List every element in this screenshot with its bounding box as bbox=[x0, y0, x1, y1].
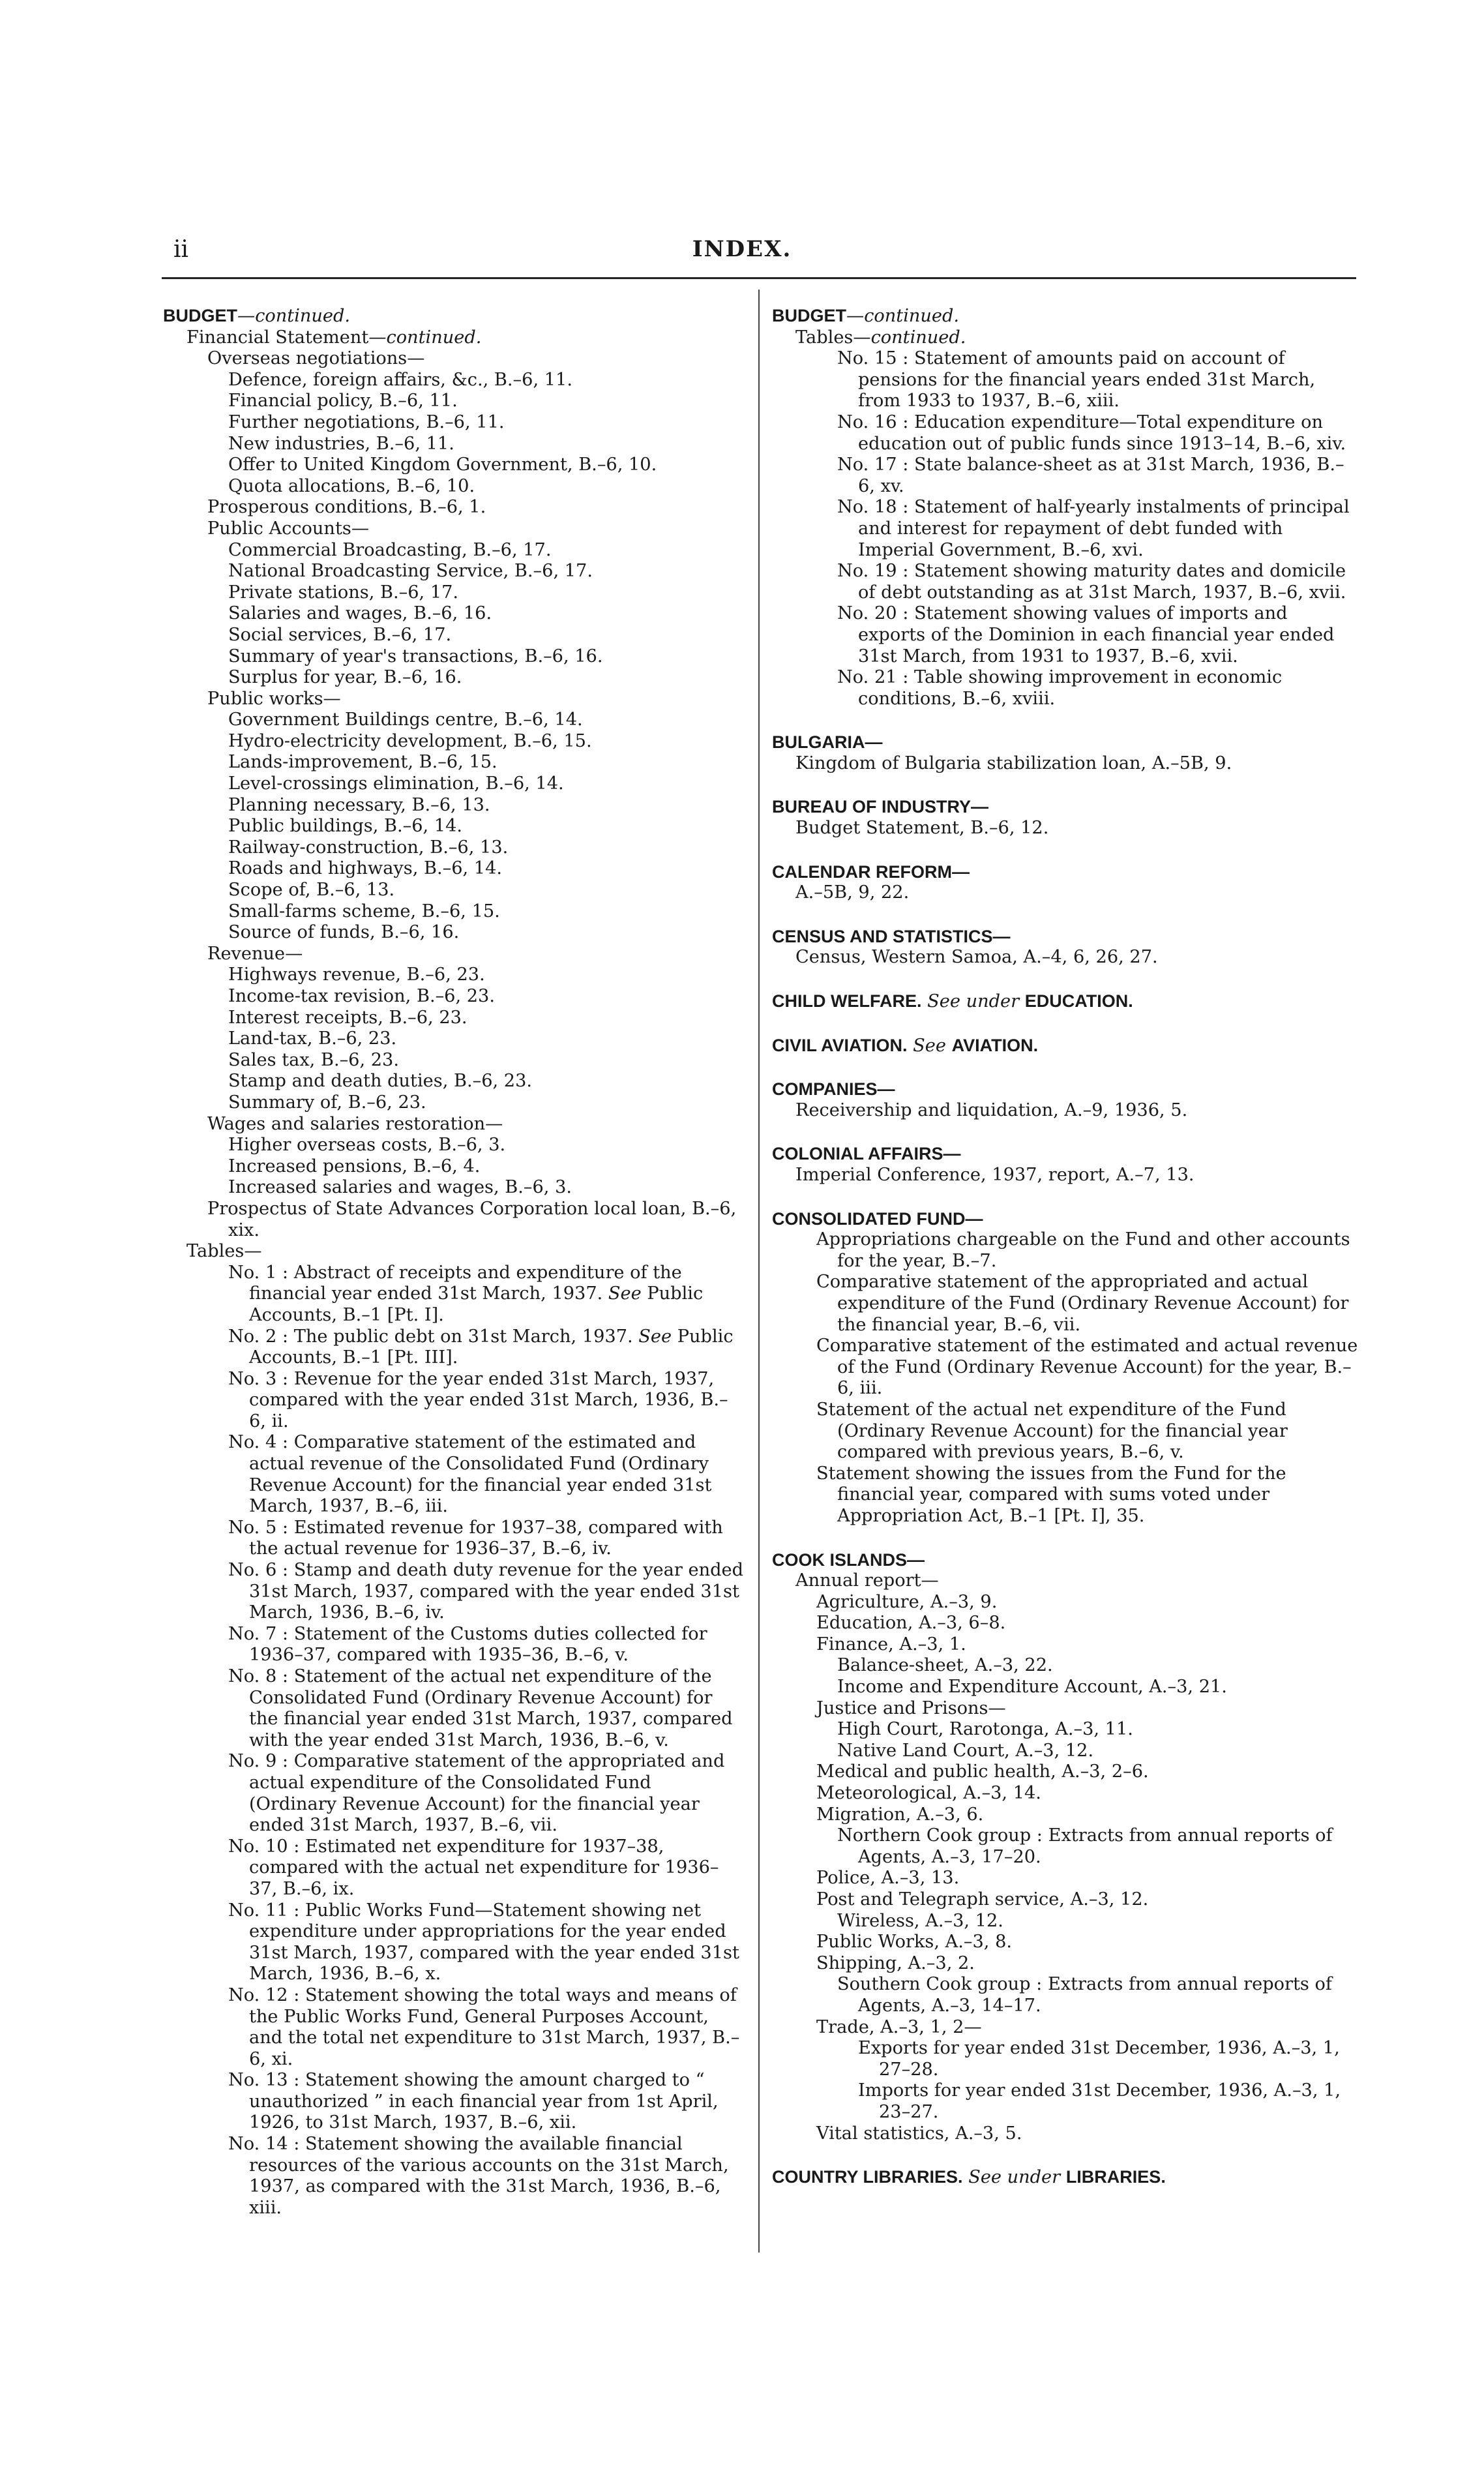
table-entry: No. 7 : Statement of the Customs duties collected for 1936–37, compared with 1935–36, B.–6, v. bbox=[228, 1623, 707, 1666]
index-entry: Government Buildings centre, B.–6, 14. bbox=[228, 710, 583, 730]
index-cross-reference: COUNTRY LIBRARIES. See under LIBRARIES. bbox=[772, 2167, 1166, 2188]
table-entry: No. 13 : Statement showing the amount charged to “ unauthorized ” in each financial year from 1st April, 1926, to 31st March, 1937, B.–6, xii. bbox=[228, 2070, 719, 2133]
index-entry: Wireless, A.–3, 12. bbox=[837, 1910, 1003, 1931]
table-entry: No. 11 : Public Works Fund—Statement showing net expenditure under appropriations for the year ended 31st March, 1937, compared with the year ended 31st March, 1936, B.–6, x. bbox=[228, 1900, 739, 1984]
table-entry: No. 5 : Estimated revenue for 1937–38, compared with the actual revenue for 1936–37, B.–6, iv. bbox=[228, 1517, 723, 1559]
index-entry: Overseas negotiations— bbox=[207, 348, 425, 369]
index-heading: COMPANIES— bbox=[772, 1079, 895, 1100]
index-heading: CENSUS AND STATISTICS— bbox=[772, 926, 1011, 946]
table-entry: No. 17 : State balance-sheet as at 31st March, 1936, B.–6, xv. bbox=[837, 455, 1344, 496]
index-entry: Public Accounts— bbox=[207, 518, 370, 539]
index-entry: Meteorological, A.–3, 14. bbox=[816, 1783, 1041, 1804]
index-entry: Medical and public health, A.–3, 2–6. bbox=[816, 1761, 1149, 1782]
index-heading: CONSOLIDATED FUND— bbox=[772, 1208, 983, 1229]
index-entry: Finance, A.–3, 1. bbox=[816, 1634, 966, 1655]
table-entry: No. 14 : Statement showing the available financial resources of the various accounts on the 31st March, 1937, as compared with the 31st March, 1936, B.–6, xiii. bbox=[228, 2134, 729, 2218]
index-entry: Balance-sheet, A.–3, 22. bbox=[837, 1655, 1053, 1676]
header-rule bbox=[162, 277, 1356, 279]
index-entry: Statement of the actual net expenditure of the Fund (Ordinary Revenue Account) for the financial year compared with previous years, B.–6, v. bbox=[816, 1399, 1288, 1463]
index-entry: Scope of, B.–6, 13. bbox=[228, 880, 395, 901]
index-entry: Kingdom of Bulgaria stabilization loan, A.–5B, 9. bbox=[795, 753, 1232, 773]
index-entry: Census, Western Samoa, A.–4, 6, 26, 27. bbox=[795, 947, 1158, 968]
table-entry: No. 4 : Comparative statement of the estimated and actual revenue of the Consolidated Fund (Ordinary Revenue Account) for the financial year ended 31st March, 1937, B.–6, iii. bbox=[228, 1432, 712, 1517]
column-divider bbox=[758, 290, 760, 2253]
right-column bbox=[772, 305, 1359, 2189]
index-entry: Lands-improvement, B.–6, 15. bbox=[228, 752, 497, 773]
table-entry: No. 8 : Statement of the actual net expenditure of the Consolidated Fund (Ordinary Revenue Account) for the financial year ended 31st March, 1937, compared with the year ended 31st March, 1936, B.–6, v. bbox=[228, 1666, 733, 1750]
index-entry: Land-tax, B.–6, 23. bbox=[228, 1028, 397, 1049]
index-entry: Railway-construction, B.–6, 13. bbox=[228, 837, 509, 858]
index-entry: Post and Telegraph service, A.–3, 12. bbox=[816, 1889, 1149, 1909]
table-entry: No. 1 : Abstract of receipts and expenditure of the financial year ended 31st March, 1937. See Public Accounts, B.–1 [Pt. I]. bbox=[228, 1262, 704, 1325]
index-entry: Roads and highways, B.–6, 14. bbox=[228, 858, 503, 879]
index-entry: Agriculture, A.–3, 9. bbox=[816, 1591, 998, 1612]
index-entry: Increased pensions, B.–6, 4. bbox=[228, 1156, 481, 1176]
index-entry: Source of funds, B.–6, 16. bbox=[228, 922, 460, 943]
index-entry: Planning necessary, B.–6, 13. bbox=[228, 794, 490, 815]
index-entry: Migration, A.–3, 6. bbox=[816, 1804, 984, 1825]
index-entry: Budget Statement, B.–6, 12. bbox=[795, 818, 1049, 839]
index-entry: Revenue— bbox=[207, 943, 303, 964]
index-entry: Native Land Court, A.–3, 12. bbox=[837, 1740, 1094, 1761]
index-entry: Statement showing the issues from the Fund for the financial year, compared with sums voted under Appropriation Act, B.–1 [Pt. I], 35. bbox=[816, 1463, 1286, 1526]
index-entry: Summary of, B.–6, 23. bbox=[228, 1092, 426, 1113]
table-entry: No. 2 : The public debt on 31st March, 1937. See Public Accounts, B.–1 [Pt. III]. bbox=[228, 1326, 734, 1368]
index-heading: COOK ISLANDS— bbox=[772, 1550, 925, 1570]
index-entry: Income and Expenditure Account, A.–3, 21. bbox=[837, 1677, 1227, 1698]
index-entry: Further negotiations, B.–6, 11. bbox=[228, 412, 505, 432]
index-entry: Level-crossings elimination, B.–6, 14. bbox=[228, 773, 564, 794]
index-entry: Quota allocations, B.–6, 10. bbox=[228, 475, 475, 496]
index-entry: Private stations, B.–6, 17. bbox=[228, 582, 459, 603]
index-entry: Prospectus of State Advances Corporation local loan, B.–6, xix. bbox=[207, 1198, 737, 1240]
index-entry: Financial policy, B.–6, 11. bbox=[228, 391, 458, 412]
index-heading: BUDGET—continued. bbox=[163, 306, 351, 326]
index-entry: High Court, Rarotonga, A.–3, 11. bbox=[837, 1719, 1133, 1740]
index-heading: COLONIAL AFFAIRS— bbox=[772, 1144, 961, 1164]
index-heading: BUDGET—continued. bbox=[772, 306, 960, 326]
index-entry: Higher overseas costs, B.–6, 3. bbox=[228, 1135, 506, 1156]
index-entry: Commercial Broadcasting, B.–6, 17. bbox=[228, 539, 552, 560]
index-entry: Receivership and liquidation, A.–9, 1936, 5. bbox=[795, 1100, 1188, 1120]
index-entry: A.–5B, 9, 22. bbox=[795, 882, 910, 903]
table-entry: No. 18 : Statement of half-yearly instalments of principal and interest for repayment of debt funded with Imperial Government, B.–6, xvi. bbox=[837, 497, 1350, 560]
index-entry: Shipping, A.–3, 2. bbox=[816, 1953, 975, 1973]
index-entry: Imports for year ended 31st December, 1936, A.–3, 1, 23–27. bbox=[858, 2080, 1341, 2122]
index-entry: Surplus for year, B.–6, 16. bbox=[228, 667, 462, 688]
table-entry: No. 19 : Statement showing maturity dates and domicile of debt outstanding as at 31st March, 1937, B.–6, xvii. bbox=[837, 561, 1346, 603]
index-entry: Social services, B.–6, 17. bbox=[228, 624, 452, 645]
index-entry: Comparative statement of the estimated and actual revenue of the Fund (Ordinary Revenue Account) for the year, B.–6, iii. bbox=[816, 1336, 1358, 1399]
index-entry: Public buildings, B.–6, 14. bbox=[228, 816, 463, 837]
table-entry: No. 16 : Education expenditure—Total expenditure on education out of public funds since 1913–14, B.–6, xiv. bbox=[837, 412, 1346, 454]
index-entry: Interest receipts, B.–6, 23. bbox=[228, 1007, 467, 1028]
index-entry: New industries, B.–6, 11. bbox=[228, 433, 454, 454]
page-number: ii bbox=[173, 236, 189, 263]
index-cross-reference: CHILD WELFARE. See under EDUCATION. bbox=[772, 991, 1133, 1012]
index-entry: Public Works, A.–3, 8. bbox=[816, 1932, 1013, 1953]
table-entry: No. 10 : Estimated net expenditure for 1937–38, compared with the actual net expenditure for 1936–37, B.–6, ix. bbox=[228, 1836, 719, 1899]
table-entry: No. 9 : Comparative statement of the appropriated and actual expenditure of the Consolidated Fund (Ordinary Revenue Account) for the financial year ended 31st March, 1937, B.–6, vii. bbox=[228, 1751, 725, 1836]
index-heading: CALENDAR REFORM— bbox=[772, 861, 970, 882]
table-entry: No. 3 : Revenue for the year ended 31st March, 1937, compared with the year ended 31st March, 1936, B.–6, ii. bbox=[228, 1368, 728, 1431]
table-entry: No. 12 : Statement showing the total ways and means of the Public Works Fund, General Purposes Account, and the total net expenditure to 31st March, 1937, B.–6, xi. bbox=[228, 1984, 740, 2069]
table-entry: No. 21 : Table showing improvement in economic conditions, B.–6, xviii. bbox=[837, 667, 1283, 709]
table-entry: No. 15 : Statement of amounts paid on account of pensions for the financial years ended 31st March, from 1933 to 1937, B.–6, xiii. bbox=[837, 348, 1316, 412]
index-entry: Stamp and death duties, B.–6, 23. bbox=[228, 1071, 533, 1092]
index-entry: Public works— bbox=[207, 688, 341, 709]
index-subheading: Tables—continued. bbox=[795, 327, 966, 348]
index-entry: Sales tax, B.–6, 23. bbox=[228, 1049, 399, 1070]
index-entry: Increased salaries and wages, B.–6, 3. bbox=[228, 1177, 572, 1198]
index-subheading: Financial Statement—continued. bbox=[186, 327, 482, 348]
left-column bbox=[163, 305, 743, 2219]
page-title: INDEX. bbox=[692, 236, 792, 262]
index-entry: Defence, foreign affairs, &c., B.–6, 11. bbox=[228, 369, 572, 390]
index-entry: Hydro-electricity development, B.–6, 15. bbox=[228, 730, 592, 751]
index-entry: Trade, A.–3, 1, 2— bbox=[816, 2016, 982, 2037]
index-entry: Income-tax revision, B.–6, 23. bbox=[228, 986, 495, 1006]
index-heading: BUREAU OF INDUSTRY— bbox=[772, 797, 989, 817]
index-entry: Imperial Conference, 1937, report, A.–7, 13. bbox=[795, 1165, 1195, 1185]
index-entry: Summary of year's transactions, B.–6, 16. bbox=[228, 646, 603, 666]
index-entry: Northern Cook group : Extracts from annual reports of Agents, A.–3, 17–20. bbox=[837, 1825, 1333, 1867]
index-entry: Small-farms scheme, B.–6, 15. bbox=[228, 901, 500, 921]
index-entry: Wages and salaries restoration— bbox=[207, 1113, 503, 1134]
index-entry: Highways revenue, B.–6, 23. bbox=[228, 965, 485, 985]
table-entry: No. 20 : Statement showing values of imports and exports of the Dominion in each financial year ended 31st March, from 1931 to 1937, B.–6, xvii. bbox=[837, 603, 1335, 666]
index-entry: Justice and Prisons— bbox=[816, 1698, 1006, 1718]
index-heading: BULGARIA— bbox=[772, 732, 883, 753]
index-entry: Vital statistics, A.–3, 5. bbox=[816, 2123, 1022, 2144]
index-entry: Police, A.–3, 13. bbox=[816, 1868, 960, 1889]
index-entry: Offer to United Kingdom Government, B.–6, 10. bbox=[228, 455, 657, 475]
index-entry: Exports for year ended 31st December, 1936, A.–3, 1, 27–28. bbox=[858, 2038, 1340, 2080]
index-entry: National Broadcasting Service, B.–6, 17. bbox=[228, 561, 593, 582]
index-entry: Prosperous conditions, B.–6, 1. bbox=[207, 497, 486, 518]
index-cross-reference: CIVIL AVIATION. See AVIATION. bbox=[772, 1035, 1039, 1056]
index-entry: Southern Cook group : Extracts from annual reports of Agents, A.–3, 14–17. bbox=[837, 1974, 1332, 2016]
index-entry: Education, A.–3, 6–8. bbox=[816, 1613, 1006, 1634]
index-entry: Annual report— bbox=[795, 1570, 939, 1591]
table-entry: No. 6 : Stamp and death duty revenue for the year ended 31st March, 1937, compared with the year ended 31st March, 1936, B.–6, iv. bbox=[228, 1560, 743, 1623]
index-entry: Comparative statement of the appropriated and actual expenditure of the Fund (Ordinary Revenue Account) for the financial year, B.–6, vii. bbox=[816, 1272, 1349, 1335]
index-entry: Salaries and wages, B.–6, 16. bbox=[228, 603, 492, 624]
index-entry: Tables— bbox=[186, 1241, 262, 1262]
index-entry: Appropriations chargeable on the Fund and other accounts for the year, B.–7. bbox=[816, 1229, 1350, 1271]
